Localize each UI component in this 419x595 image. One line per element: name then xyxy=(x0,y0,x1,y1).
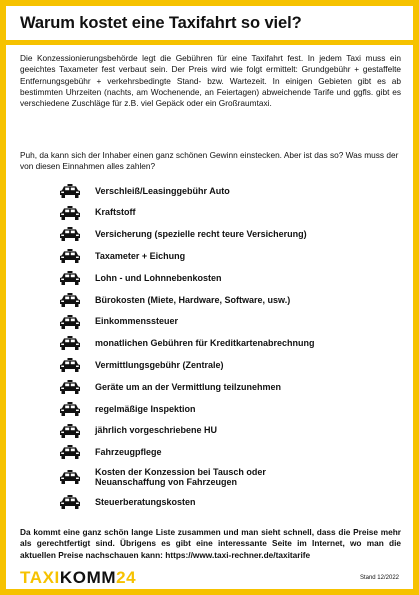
taxi-car-icon xyxy=(59,315,81,329)
taxi-car-icon xyxy=(59,445,81,459)
list-item: Steuerberatungskosten xyxy=(59,491,389,513)
list-item: Versicherung (spezielle recht teure Versicherung) xyxy=(59,224,389,246)
list-item: Verschleiß/Leasinggebühr Auto xyxy=(59,180,389,202)
list-item: Fahrzeugpflege xyxy=(59,442,389,464)
title-divider xyxy=(6,40,413,45)
taxi-car-icon xyxy=(59,470,81,484)
cost-list xyxy=(59,180,389,513)
taxi-car-icon xyxy=(59,358,81,372)
page-title: Warum kostet eine Taxifahrt so viel? xyxy=(20,14,302,32)
list-item: Lohn - und Lohnnebenkosten xyxy=(59,267,389,289)
outro-paragraph: Da kommt eine ganz schön lange Liste zusammen und man sieht schnell, dass die Preise mehr als gerechtfertigt sind. Übrigens es gibt eine interessante Seite im Internet, wo man die aktuellen Preise nachschauen kann: https://www.taxi-rechner.de/taxitarife xyxy=(20,527,401,560)
list-item: monatlichen Gebühren für Kreditkartenabrechnung xyxy=(59,333,389,355)
taxi-car-icon xyxy=(59,227,81,241)
question-paragraph: Puh, da kann sich der Inhaber einen ganz schönen Gewinn einstecken. Aber ist das so? Was muss der von diesen Einnahmen alles zahlen? xyxy=(20,150,399,172)
flyer-card xyxy=(6,6,413,589)
taxi-car-icon xyxy=(59,249,81,263)
taxi-car-icon xyxy=(59,402,81,416)
taxi-car-icon xyxy=(59,293,81,307)
intro-paragraph: Die Konzessionierungsbehörde legt die Gebühren für eine Taxifahrt fest. In jedem Taxi muss ein geeichtes Taxameter fest verbaut sein. Der Preis wird wie folgt ermittelt: Grundgebühr + gestaffelte Entfernungsgebühr + verkehrsbedingte Stand- bzw. Wartezeit. In einigen Gebieten gibt es ab bestimmten Uhrzeiten (nachts, am Wochenende, an Feiertagen) abweichende Tarife und ggfls. gibt es verschiedene Zuschläge für z.B. viel Gepäck oder ein Großraumtaxi. xyxy=(20,53,401,109)
taxi-car-icon xyxy=(59,380,81,394)
list-item: Bürokosten (Miete, Hardware, Software, usw.) xyxy=(59,289,389,311)
list-item: Kosten der Konzession bei Tausch oder Neuanschaffung von Fahrzeugen xyxy=(59,463,389,491)
list-item: Taxameter + Eichung xyxy=(59,245,389,267)
taxi-car-icon xyxy=(59,184,81,198)
taxi-car-icon xyxy=(59,271,81,285)
taxikomm24-logo: TAXIKOMM24 xyxy=(20,568,137,587)
list-item: Einkommenssteuer xyxy=(59,311,389,333)
list-item: regelmäßige Inspektion xyxy=(59,398,389,420)
taxi-car-icon xyxy=(59,206,81,220)
stand-date: Stand 12/2022 xyxy=(359,575,399,581)
taxi-car-icon xyxy=(59,424,81,438)
list-item: Kraftstoff xyxy=(59,202,389,224)
list-item: Geräte um an der Vermittlung teilzunehmen xyxy=(59,376,389,398)
taxi-car-icon xyxy=(59,495,81,509)
taxi-car-icon xyxy=(59,336,81,350)
list-item: jährlich vorgeschriebene HU xyxy=(59,420,389,442)
list-item: Vermittlungsgebühr (Zentrale) xyxy=(59,354,389,376)
